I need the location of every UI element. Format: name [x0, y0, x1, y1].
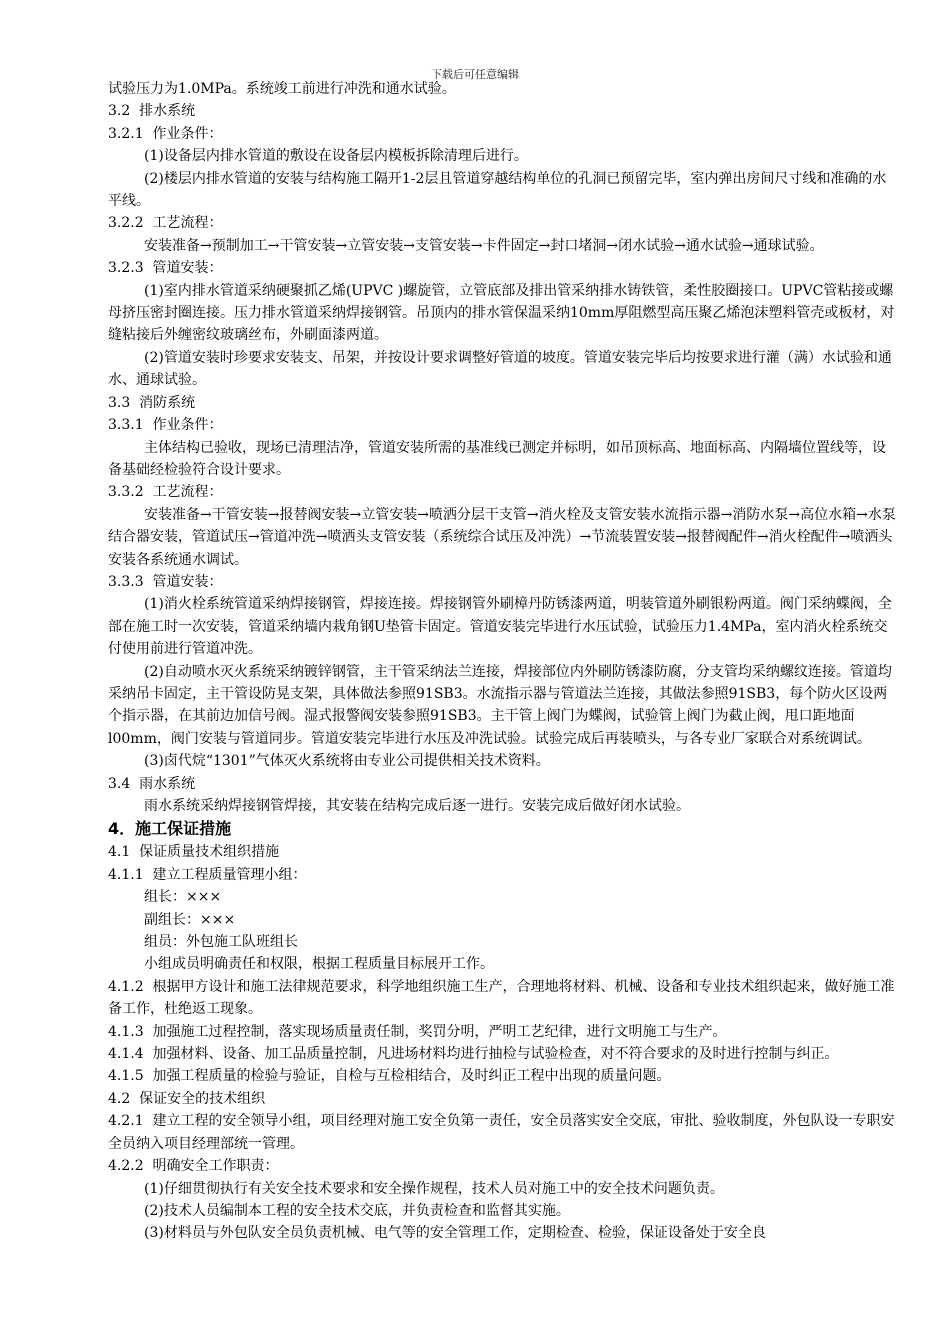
list-item: (1)设备层内排水管道的敷设在设备层内模板拆除清理后进行。 [144, 148, 528, 165]
section-heading: 3.3 消防系统 [108, 394, 196, 411]
numbered-paragraph: 4.1.4 加强材料、设备、加工品质量控制，凡进场材料均进行抽检与试验检查，对不符合要求的及时进行控制与纠正。 [108, 1046, 839, 1063]
numbered-paragraph: 4.1.3 加强施工过程控制，落实现场质量责任制，奖罚分明，严明工艺纪律，进行文明施工与生产。 [108, 1023, 727, 1040]
subsection-heading: 4.1.1 建立工程质量管理小组： [108, 866, 307, 883]
paragraph: 雨水系统采纳焊接钢管焊接，其安装在结构完成后逐一进行。安装完成后做好闭水试验。 [144, 798, 690, 814]
team-deputy-leader: 副组长：××× [144, 911, 236, 928]
chapter-heading: 4．施工保证措施 [108, 819, 232, 839]
subsection-heading: 3.2.3 管道安装： [108, 260, 223, 277]
list-item: (2)楼层内排水管道的安装与结构施工隔开1-2层且管道穿越结构单位的孔洞已预留完毕，室内弹出房间尺寸线和准确的水平线。 [108, 170, 887, 210]
list-item: (2)管道安装时珍要求安装支、吊架，并按设计要求调整好管道的坡度。管道安装完毕后均按要求进行灌（满）水试验和通水、通球试验。 [108, 349, 892, 389]
list-item: (3)卤代烷“1301”气体灭火系统将由专业公司提供相关技术资料。 [144, 753, 550, 770]
paragraph: 安装准备→干管安装→报替阀安装→立管安装→喷洒分层干支管→消火栓及支管安装水流指示器→消防水泵→高位水箱→水泵结合器安装，管道试压→管道冲洗→喷洒头支管安装（系统综合试压及冲洗）→节流装置安装→报替阀配件→消火栓配件→喷洒头安装各系统通水调试。 [108, 506, 896, 568]
team-leader: 组长：××× [144, 889, 222, 906]
document-body [108, 78, 898, 1245]
list-item: (1)室内排水管道采纳硬聚抓乙烯(UPVC )螺旋管，立管底部及排出管采纳排水铸铁管，柔性胶圈接口。UPVC管粘接或螺母挤压密封圈连接。压力排水管道采纳焊接钢管。吊顶内的排水管保温采纳10mm厚阻燃型高压聚乙烯泡沫塑料管壳或板材，对缝粘接后外缠密纹玻璃丝布，外刷面漆两道。 [108, 282, 895, 344]
numbered-paragraph: 4.2.1 建立工程的安全领导小组，项目经理对施工安全负第一责任，安全员落实安全交底，审批、验收制度，外包队设一专职安全员纳入项目经理部统一管理。 [108, 1113, 895, 1152]
numbered-paragraph: 4.1.5 加强工程质量的检验与验证，自检与互检相结合，及时纠正工程中出现的质量问题。 [108, 1068, 671, 1085]
subsection-heading: 3.3.3 管道安装： [108, 573, 223, 590]
paragraph: 小组成员明确责任和权限，根据工程质量目标展开工作。 [144, 956, 494, 973]
paragraph: 安装准备→预制加工→干管安装→立管安装→支管安装→卡件固定→封口堵洞→闭水试验→通水试验→通球试验。 [144, 237, 824, 254]
list-item: (3)材料员与外包队安全员负责机械、电气等的安全管理工作，定期检查、检验，保证设备处于安全良 [144, 1225, 766, 1242]
paragraph: 主体结构已验收，现场已清理洁净，管道安装所需的基准线已测定并标明，如吊顶标高、地面标高、内隔墙位置线等，设备基础经检验符合设计要求。 [108, 439, 886, 478]
subsection-heading: 4.2.2 明确安全工作职责： [108, 1158, 279, 1175]
paragraph: 试验压力为1.0MPa。系统竣工前进行冲洗和通水试验。 [108, 81, 456, 97]
subsection-heading: 3.2.1 作业条件： [108, 125, 223, 142]
list-item: (2)自动喷水灭火系统采纳镀锌钢管，主干管采纳法兰连接，焊接部位内外刷防锈漆防腐，分支管均采纳螺纹连接。管道均采纳吊卡固定，主干管设防晃支架，具体做法参照91SB3。水流指示器与管道法兰连接，其做法参照91SB3，每个防火区设两个指示器，在其前边加信号阀。湿式报警阀安装参照91SB3。主干管上阀门为蝶阀，试验管上阀门为截止阀，甩口距地面l00mm，阀门安装与管道同步。管道安装完毕进行水压及冲洗试验。试验完成后再装喷头，与各专业厂家联合对系统调试。 [108, 663, 892, 747]
subsection-heading: 3.3.2 工艺流程： [108, 484, 223, 501]
list-item: (1)仔细贯彻执行有关安全技术要求和安全操作规程，技术人员对施工中的安全技术问题负责。 [144, 1180, 724, 1197]
list-item: (2)技术人员编制本工程的安全技术交底，并负责检查和监督其实施。 [144, 1202, 570, 1219]
watermark-text: 下载后可任意编辑 [431, 68, 519, 81]
team-members: 组员：外包施工队班组长 [144, 934, 298, 951]
numbered-paragraph: 4.1.2 根据甲方设计和施工法律规范要求，科学地组织施工生产，合理地将材料、机械、设备和专业技术组织起来，做好施工准备工作，杜绝返工现象。 [108, 978, 895, 1018]
section-heading: 3.4 雨水系统 [108, 775, 196, 792]
section-heading: 4.2 保证安全的技术组织 [108, 1090, 266, 1107]
section-heading: 3.2 排水系统 [108, 103, 196, 120]
subsection-heading: 3.3.1 作业条件： [108, 417, 223, 434]
list-item: (1)消火栓系统管道采纳焊接钢管，焊接连接。焊接钢管外刷樟丹防锈漆两道，明装管道外刷银粉两道。阀门采纳蝶阀，全部在施工时一次安装，管道采纳墙内栽角钢U垫管卡固定。管道安装完毕进行水压试验，试验压力1.4MPa，室内消火栓系统交付使用前进行管道冲洗。 [108, 596, 892, 658]
subsection-heading: 3.2.2 工艺流程： [108, 215, 223, 232]
section-heading: 4.1 保证质量技术组织措施 [108, 844, 280, 861]
